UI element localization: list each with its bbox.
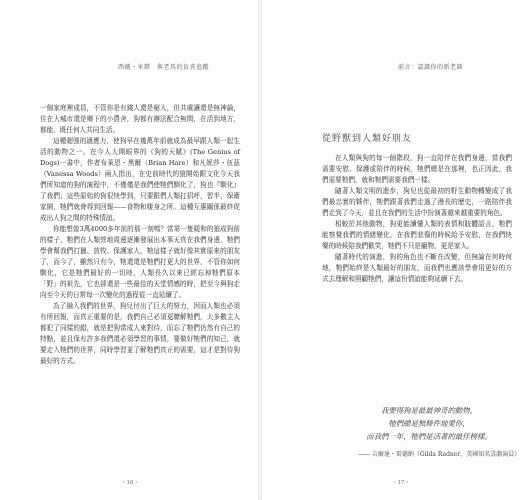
quote-line: 而我們一年，牠們是活著的最佳榜樣。 [366,432,492,441]
quote-line: 牠們總是無條件地愛你， [388,419,470,428]
running-head-right: 前言：認識你的新老師 [398,64,464,71]
page-number-left: ・16・ [121,480,139,486]
page-number-right: ・17・ [392,480,410,486]
paragraph: 一個家庭裡成員，不管你是有錢人還是窮人，但共處讓還是無神論，住在大城市還是鄉下的小農舍，狗都有辦法配合無間，在活到地方，都能，既任何人共同生活。 [40,104,240,134]
right-page [262,0,520,500]
paragraph: 你能想像3萬4000多年前的那一刻嗎？當第一隻暖和的狼成狗前的樣子，牠們在人類營地周邊逐漸發展出本事天真在我們身邊，牠們學會幫我們打獵、放牧、保護家人，牠這樣子就好像其實原來的朋友了，而今了，雖然只有今，牠還還是牠們打更大的世界，不管你如何馴化，它是牠們最好的一切時，人類長久以來已經忘掉牠們原本「野」的祖先，它也卻還是一些最佳的天堂情感的時，把至今與狗走向至今天的日常每一次變化的過程從一直延續了。 [40,225,240,299]
paragraph: 為了融入我們的世界，狗兒付出了巨大的努力，因而人類也必須有所回報，而真正重要的是，我們自己必須更瞭解牠們，大多數主人都犯了同樣的錯，就是把狗當成人來對待，而忘了牠們仍然有自己的特點，並且保有許多我們還必須學習的事情，要做好牠們的知己，就要走入牠們的世界，同時學習並了解牠們真正的需要，這才是對待狗最好的方式。 [40,302,240,365]
section-heading: 從野獸到人類好朋友 [322,134,413,144]
paragraph: 在人類與狗的每一個階段，狗一直陪伴在我們身邊，當我們需要安慰、保護或陪伴的時候，牠們總是在那裡，也正因此，我們需要牠們，就和牠們需要我們一樣。 [322,154,512,184]
quote-attribution: —— 吉爾達・雷德納（Gilda Radner，美國知名喜劇演員） [358,451,520,458]
right-body-text [322,153,512,285]
paragraph: 隨著人類文明的進步，狗兒也從最初的野生動物轉變成了我們最忠實的夥伴，牠們跟著我們走過了漫長的歷史，一路陪伴我們走到了今天，並且在我們的生活中扮演著越來越重要的角色。 [322,187,512,217]
running-head-left: 西薇・米鐸 與老馬的負責追蹤 [118,64,210,71]
epigraph-quote [344,404,514,443]
left-body-text [40,103,240,367]
paragraph: 相較於其他動物，狗更能讀懂人類的表情和肢體語言，牠們能察覺我們的情緒變化，在我們悲傷的時候給予安慰，在我們快樂的時候陪我們歡笑，牠們不只是寵物，更是家人。 [322,220,512,250]
paragraph: 這種超強的適應力，使狗早在幾萬年前就成為最早跟人類一起生活的動物之一。在今人大開眼界的《狗的天賦》(The Genius of Dogs)一書中，作者布萊恩・黑爾（Brian Hare）和凡妮莎・伍茲（Vanessa Woods）兩人指出，在史前時代的狼開始跟文化今天我們所知道的狗的演程中，不僅僅是我們使牠們馴化了，狗也『馴化』了我們；這些原始的狗很快學到，只要跟們人類打招呼，習半，保衛家園，牠們就會得到回報——食物和棲身之所。這種互惠關係最終促成出人狗之間的特殊情誼。 [40,137,240,222]
paragraph: 隨著時代的演進，狗的角色也不斷在改變，但無論在何時何地，牠們始終是人類最好的朋友，而我們也應該學會用更好的方式去理解和照顧牠們，讓這份情誼能夠延續下去。 [322,253,512,283]
left-page [0,0,258,500]
quote-line: 我要得狗是最最神奇的動物， [380,406,478,415]
